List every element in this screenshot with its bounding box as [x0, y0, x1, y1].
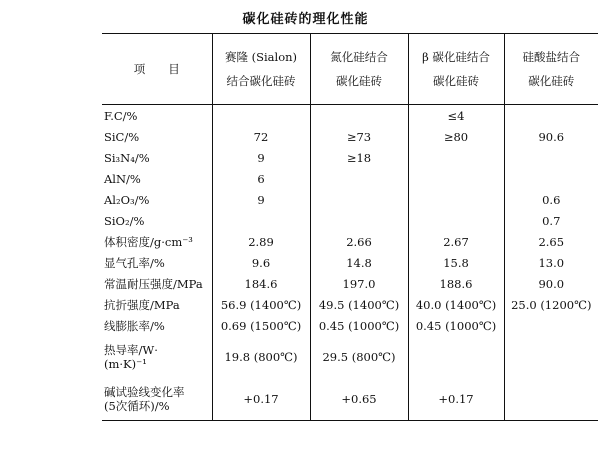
cell	[408, 168, 504, 189]
table-row	[102, 336, 598, 378]
header-row	[102, 34, 598, 105]
cell	[504, 378, 598, 421]
cell	[504, 147, 598, 168]
cell: 0.45 (1000℃)	[310, 315, 408, 336]
header-line: 氮化硅结合	[330, 50, 388, 64]
cell	[504, 168, 598, 189]
row-label	[102, 336, 212, 378]
cell	[212, 210, 310, 231]
header-line: 赛隆 (Sialon)	[224, 50, 298, 64]
cell: 9.6	[212, 252, 310, 273]
table-row	[102, 273, 598, 294]
label-line: (m·K)⁻¹	[104, 357, 147, 371]
cell: 15.8	[408, 252, 504, 273]
header-line: β 碳化硅结合	[422, 50, 490, 64]
label-line: (5次循环)/%	[104, 399, 170, 413]
cell: 90.6	[504, 126, 598, 147]
cell: 2.65	[504, 231, 598, 252]
table-row	[102, 126, 598, 147]
row-label: F.C/%	[104, 108, 138, 123]
row-label: 显气孔率/%	[104, 255, 165, 270]
cell	[504, 105, 598, 127]
cell	[408, 336, 504, 378]
cell: 29.5 (800℃)	[310, 336, 408, 378]
table-row	[102, 147, 598, 168]
header-line: 碳化硅砖	[528, 74, 575, 88]
row-label: SiO₂/%	[104, 213, 145, 228]
cell: 184.6	[212, 273, 310, 294]
table-row	[102, 168, 598, 189]
label-line: 热导率/W·	[104, 343, 158, 357]
row-label: 常温耐压强度/MPa	[104, 276, 203, 291]
cell: ≥18	[310, 147, 408, 168]
table-row	[102, 315, 598, 336]
cell: +0.65	[310, 378, 408, 421]
header-line: 碳化硅砖	[336, 74, 382, 88]
table-row	[102, 105, 598, 127]
cell: 25.0 (1200℃)	[504, 294, 598, 315]
cell	[504, 315, 598, 336]
cell: 13.0	[504, 252, 598, 273]
cell: 2.66	[310, 231, 408, 252]
row-label: SiC/%	[104, 129, 140, 144]
label-line: 碱试验线变化率	[104, 385, 185, 399]
row-label: 体积密度/g·cm⁻³	[104, 234, 193, 249]
header-sialon	[212, 34, 310, 105]
header-silicate	[504, 34, 598, 105]
cell: 9	[212, 147, 310, 168]
row-label: Al₂O₃/%	[104, 192, 150, 207]
cell: ≥80	[408, 126, 504, 147]
cell	[310, 189, 408, 210]
cell	[212, 105, 310, 127]
row-label: Si₃N₄/%	[104, 150, 150, 165]
properties-table	[102, 33, 598, 421]
cell	[504, 336, 598, 378]
cell: 49.5 (1400℃)	[310, 294, 408, 315]
table-title: 碳化硅砖的理化性能	[242, 12, 369, 27]
cell: 188.6	[408, 273, 504, 294]
row-label: 线膨胀率/%	[104, 318, 165, 333]
header-item: 项 目	[102, 34, 212, 105]
cell: 72	[212, 126, 310, 147]
row-label: 抗折强度/MPa	[104, 297, 180, 312]
cell: ≤4	[408, 105, 504, 127]
table-row	[102, 189, 598, 210]
cell	[310, 210, 408, 231]
row-label: AlN/%	[104, 171, 141, 186]
cell	[408, 210, 504, 231]
cell: 19.8 (800℃)	[212, 336, 310, 378]
cell	[408, 147, 504, 168]
cell: 0.45 (1000℃)	[408, 315, 504, 336]
row-label	[102, 378, 212, 421]
table-row	[102, 378, 598, 421]
cell: 14.8	[310, 252, 408, 273]
cell: +0.17	[408, 378, 504, 421]
table-row	[102, 231, 598, 252]
cell	[310, 105, 408, 127]
cell	[408, 189, 504, 210]
cell: 6	[212, 168, 310, 189]
cell: +0.17	[212, 378, 310, 421]
header-line: 碳化硅砖	[433, 74, 479, 88]
cell: 197.0	[310, 273, 408, 294]
table-row	[102, 252, 598, 273]
cell: 40.0 (1400℃)	[408, 294, 504, 315]
cell: 0.7	[504, 210, 598, 231]
header-line: 结合碳化硅砖	[226, 74, 296, 88]
cell: 2.89	[212, 231, 310, 252]
header-beta	[408, 34, 504, 105]
cell: 90.0	[504, 273, 598, 294]
cell: 56.9 (1400℃)	[212, 294, 310, 315]
cell: 9	[212, 189, 310, 210]
header-line: 硅酸盐结合	[522, 50, 580, 64]
cell	[310, 168, 408, 189]
table-row	[102, 210, 598, 231]
cell: 0.69 (1500℃)	[212, 315, 310, 336]
header-nitride	[310, 34, 408, 105]
cell: ≥73	[310, 126, 408, 147]
cell: 2.67	[408, 231, 504, 252]
cell: 0.6	[504, 189, 598, 210]
table-row	[102, 294, 598, 315]
